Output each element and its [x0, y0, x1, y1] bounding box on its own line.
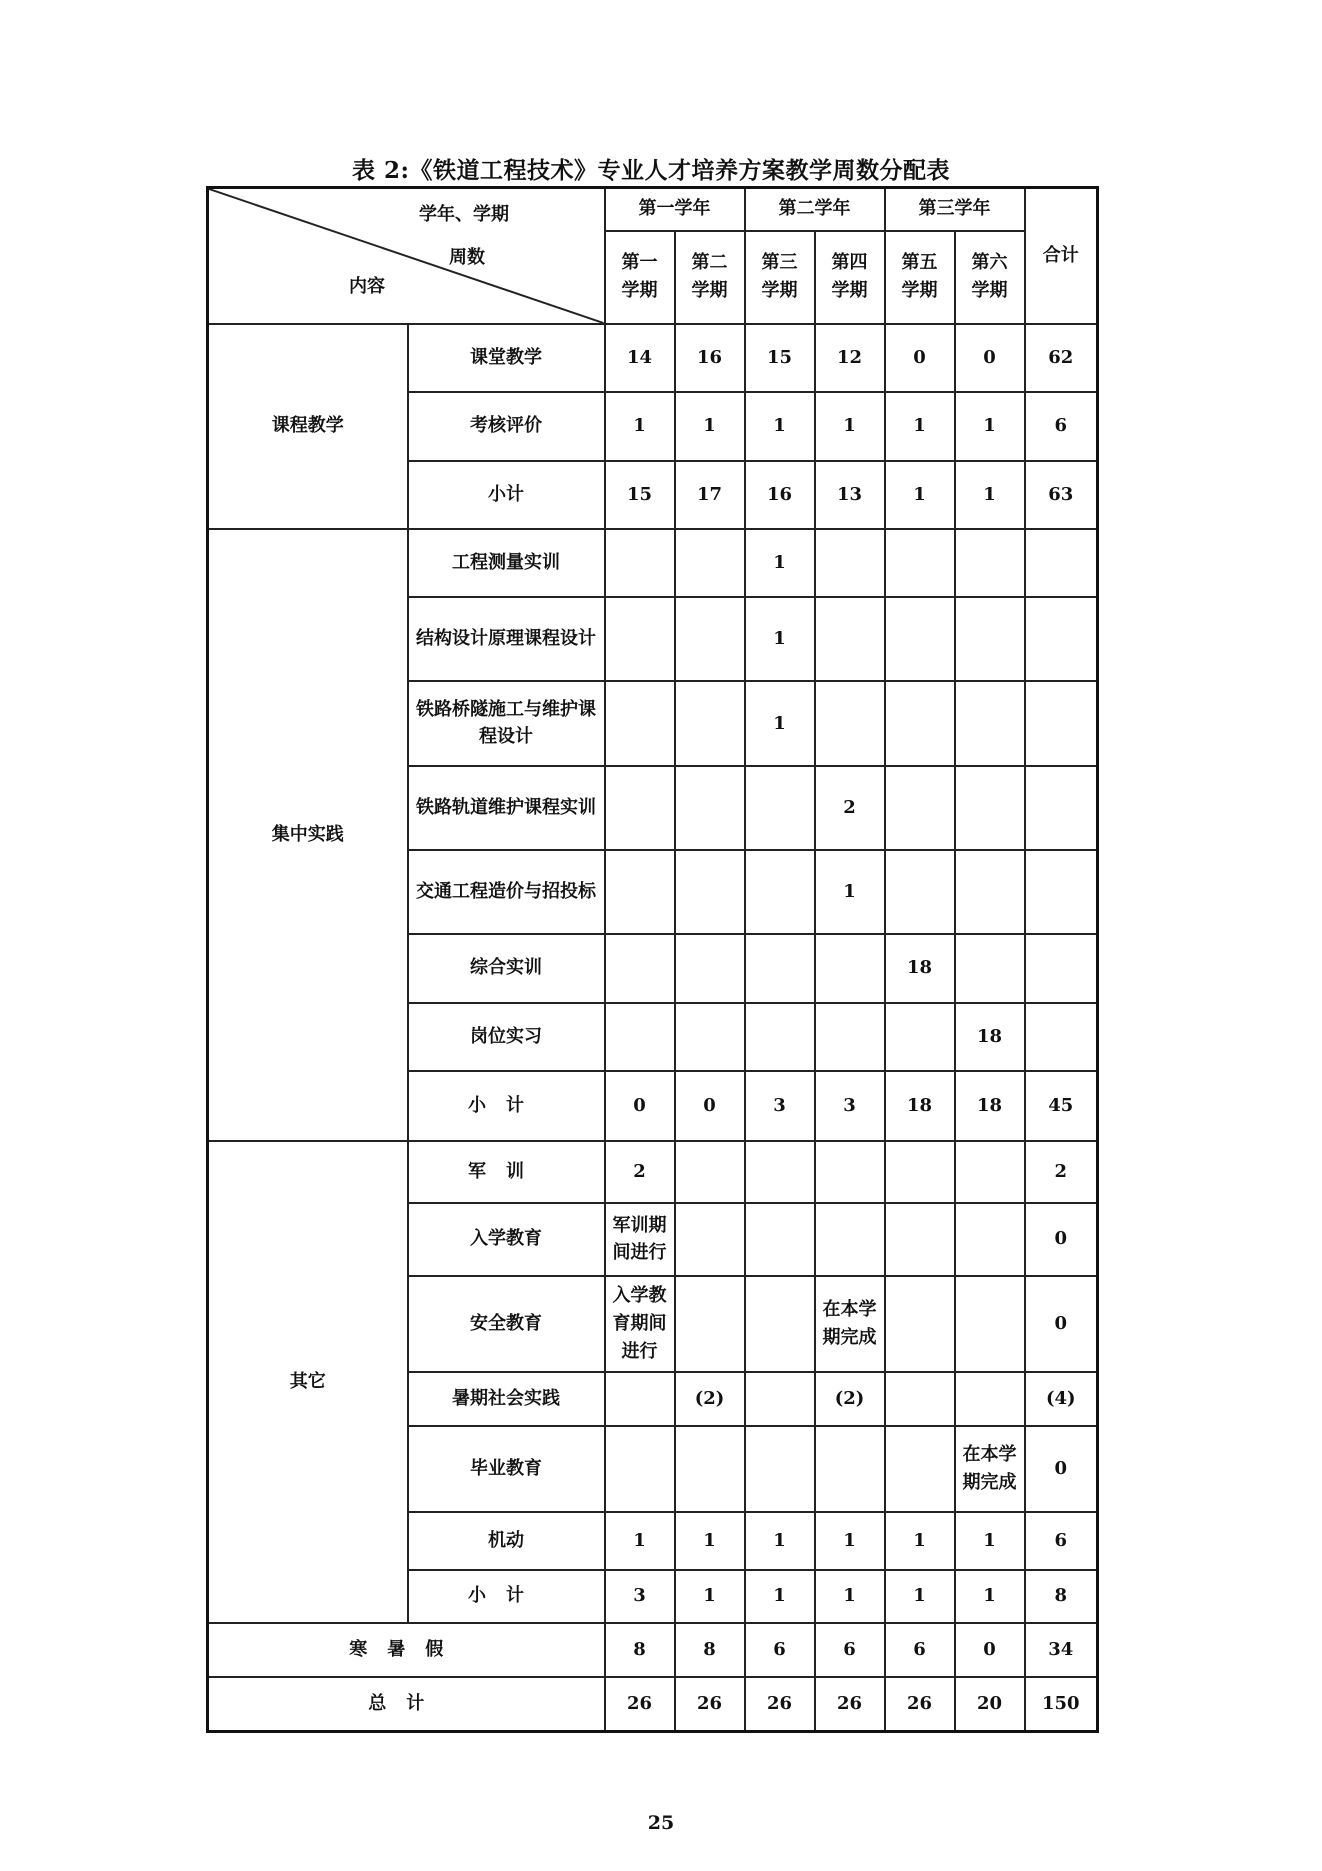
- cell: 13: [815, 461, 885, 529]
- year-header-2: 第二学年: [745, 188, 885, 231]
- cell: [745, 1276, 815, 1372]
- cell: 1: [885, 461, 955, 529]
- cell: [815, 681, 885, 765]
- cell: [675, 934, 745, 1002]
- header-year-semester: 学年、学期: [419, 204, 509, 225]
- cell: 1: [815, 1570, 885, 1623]
- cell: 1: [955, 1512, 1025, 1569]
- cell: (2): [675, 1372, 745, 1426]
- cell: 1: [745, 681, 815, 765]
- year-header-1: 第一学年: [605, 188, 745, 231]
- cell: [955, 1276, 1025, 1372]
- cell: 3: [745, 1071, 815, 1141]
- cell: 16: [745, 461, 815, 529]
- cell: [815, 1003, 885, 1071]
- group-course-teaching: 课程教学: [208, 324, 408, 529]
- semester-header-6: 第六 学期: [955, 231, 1025, 324]
- cell: 1: [745, 597, 815, 681]
- cell: 1: [605, 1512, 675, 1569]
- cell: [675, 1003, 745, 1071]
- cell: 8: [605, 1623, 675, 1677]
- cell: [745, 766, 815, 850]
- row-label: 安全教育: [408, 1276, 605, 1372]
- cell-total: [1025, 681, 1098, 765]
- diagonal-header-cell: [208, 188, 605, 325]
- cell: [745, 1141, 815, 1203]
- semester-header-3: 第三 学期: [745, 231, 815, 324]
- cell: [885, 850, 955, 934]
- cell: [605, 1372, 675, 1426]
- row-label: 课堂教学: [408, 324, 605, 392]
- table-row: [208, 1623, 1098, 1677]
- cell: 1: [955, 1570, 1025, 1623]
- cell-total: 2: [1025, 1141, 1098, 1203]
- cell-total: [1025, 850, 1098, 934]
- cell: [605, 1426, 675, 1512]
- cell: 26: [745, 1677, 815, 1731]
- cell: [955, 1141, 1025, 1203]
- page-number: 25: [647, 1812, 675, 1834]
- row-label: 铁路轨道维护课程实训: [408, 766, 605, 850]
- cell: [955, 529, 1025, 597]
- cell: 0: [605, 1071, 675, 1141]
- cell: 1: [675, 1570, 745, 1623]
- cell: 26: [675, 1677, 745, 1731]
- cell-total: [1025, 529, 1098, 597]
- cell: [675, 529, 745, 597]
- table-row: [208, 529, 1098, 597]
- cell: [745, 934, 815, 1002]
- row-label: 小计: [408, 1071, 605, 1141]
- cell: 18: [885, 934, 955, 1002]
- cell-note: 军训期间进行: [605, 1203, 675, 1275]
- row-label: 考核评价: [408, 392, 605, 460]
- cell: 26: [885, 1677, 955, 1731]
- cell-total: 8: [1025, 1570, 1098, 1623]
- row-label: 入学教育: [408, 1203, 605, 1275]
- cell: [605, 766, 675, 850]
- cell: [885, 597, 955, 681]
- cell: 3: [605, 1570, 675, 1623]
- cell: 20: [955, 1677, 1025, 1731]
- cell: 26: [815, 1677, 885, 1731]
- cell: [955, 597, 1025, 681]
- cell: [885, 1426, 955, 1512]
- cell: [815, 934, 885, 1002]
- cell-total: 0: [1025, 1276, 1098, 1372]
- cell: 1: [745, 1570, 815, 1623]
- semester-header-4: 第四 学期: [815, 231, 885, 324]
- cell: [815, 597, 885, 681]
- cell: 0: [955, 324, 1025, 392]
- table-title: 表 2:《铁道工程技术》专业人才培养方案教学周数分配表: [351, 157, 950, 184]
- cell-total: 62: [1025, 324, 1098, 392]
- cell: [675, 597, 745, 681]
- cell: 2: [605, 1141, 675, 1203]
- cell: [885, 1203, 955, 1275]
- cell: 2: [815, 766, 885, 850]
- cell-total: (4): [1025, 1372, 1098, 1426]
- cell: 16: [675, 324, 745, 392]
- cell: 1: [885, 1512, 955, 1569]
- cell: 1: [815, 850, 885, 934]
- cell-total: 63: [1025, 461, 1098, 529]
- row-label: 综合实训: [408, 934, 605, 1002]
- cell: [885, 1141, 955, 1203]
- cell: 15: [605, 461, 675, 529]
- cell: 1: [745, 1512, 815, 1569]
- cell: 1: [675, 392, 745, 460]
- cell: 1: [675, 1512, 745, 1569]
- row-label: 小计: [408, 461, 605, 529]
- cell: 1: [955, 392, 1025, 460]
- cell: [885, 1372, 955, 1426]
- row-label: 交通工程造价与招投标: [408, 850, 605, 934]
- cell: 12: [815, 324, 885, 392]
- group-concentrated-practice: 集中实践: [208, 529, 408, 1141]
- cell: 6: [815, 1623, 885, 1677]
- cell: [745, 850, 815, 934]
- cell: [605, 850, 675, 934]
- cell: [815, 1203, 885, 1275]
- header-content: 内容: [349, 276, 385, 297]
- cell: [885, 1276, 955, 1372]
- cell: 0: [675, 1071, 745, 1141]
- table-row: [208, 1677, 1098, 1731]
- cell: [745, 1426, 815, 1512]
- cell: 6: [745, 1623, 815, 1677]
- cell: 14: [605, 324, 675, 392]
- cell: [955, 766, 1025, 850]
- cell-total: 34: [1025, 1623, 1098, 1677]
- cell: 1: [605, 392, 675, 460]
- cell: 18: [885, 1071, 955, 1141]
- cell: [955, 934, 1025, 1002]
- diagonal-line: [209, 189, 604, 323]
- cell-total: 6: [1025, 392, 1098, 460]
- cell: [815, 529, 885, 597]
- cell: 0: [885, 324, 955, 392]
- row-label-grand-total: 总计: [208, 1677, 605, 1731]
- row-label: 小计: [408, 1570, 605, 1623]
- row-label: 铁路桥隧施工与维护课程设计: [408, 681, 605, 765]
- header-weeks: 周数: [449, 247, 485, 268]
- cell: [675, 1141, 745, 1203]
- cell-total: 0: [1025, 1203, 1098, 1275]
- row-label-winter-summer-break: 寒暑假: [208, 1623, 605, 1677]
- cell: [955, 1203, 1025, 1275]
- year-header-3: 第三学年: [885, 188, 1025, 231]
- cell: 26: [605, 1677, 675, 1731]
- cell-total: [1025, 597, 1098, 681]
- cell: 17: [675, 461, 745, 529]
- cell: [675, 850, 745, 934]
- total-header: 合计: [1025, 188, 1098, 325]
- row-label: 毕业教育: [408, 1426, 605, 1512]
- row-label: 结构设计原理课程设计: [408, 597, 605, 681]
- cell: [605, 681, 675, 765]
- cell: 1: [815, 392, 885, 460]
- cell-note: 入学教育期间进行: [605, 1276, 675, 1372]
- cell: [675, 766, 745, 850]
- cell: [675, 1426, 745, 1512]
- cell: 1: [745, 392, 815, 460]
- cell: [885, 766, 955, 850]
- cell: [605, 1003, 675, 1071]
- cell: 3: [815, 1071, 885, 1141]
- cell: 8: [675, 1623, 745, 1677]
- cell: 1: [745, 529, 815, 597]
- cell: [745, 1003, 815, 1071]
- cell-total: [1025, 934, 1098, 1002]
- semester-header-2: 第二 学期: [675, 231, 745, 324]
- cell-total: 150: [1025, 1677, 1098, 1731]
- row-label: 工程测量实训: [408, 529, 605, 597]
- cell: [955, 681, 1025, 765]
- row-label: 岗位实习: [408, 1003, 605, 1071]
- cell: [885, 529, 955, 597]
- week-allocation-table: [206, 186, 1096, 1733]
- cell: [605, 597, 675, 681]
- cell: [745, 1203, 815, 1275]
- cell: [605, 529, 675, 597]
- cell: 15: [745, 324, 815, 392]
- cell: [675, 1203, 745, 1275]
- cell: [605, 934, 675, 1002]
- cell: 6: [885, 1623, 955, 1677]
- cell-total: 6: [1025, 1512, 1098, 1569]
- cell-total: [1025, 766, 1098, 850]
- cell: [675, 681, 745, 765]
- cell: [745, 1372, 815, 1426]
- cell-note: 在本学期完成: [815, 1276, 885, 1372]
- cell: 1: [885, 1570, 955, 1623]
- cell: 0: [955, 1623, 1025, 1677]
- allocation-table: [206, 186, 1099, 1733]
- cell: 18: [955, 1003, 1025, 1071]
- cell: 1: [885, 392, 955, 460]
- group-other: 其它: [208, 1141, 408, 1623]
- table-row: [208, 324, 1098, 392]
- cell: [885, 681, 955, 765]
- row-label: 暑期社会实践: [408, 1372, 605, 1426]
- row-label: 机动: [408, 1512, 605, 1569]
- cell-note: 在本学期完成: [955, 1426, 1025, 1512]
- cell: 18: [955, 1071, 1025, 1141]
- cell-total: 45: [1025, 1071, 1098, 1141]
- cell: (2): [815, 1372, 885, 1426]
- semester-header-5: 第五 学期: [885, 231, 955, 324]
- cell: 1: [955, 461, 1025, 529]
- table-row: [208, 1141, 1098, 1203]
- cell: [675, 1276, 745, 1372]
- cell: [955, 1372, 1025, 1426]
- cell: [955, 850, 1025, 934]
- semester-header-1: 第一 学期: [605, 231, 675, 324]
- cell: 1: [815, 1512, 885, 1569]
- row-label: 军训: [408, 1141, 605, 1203]
- cell: [815, 1141, 885, 1203]
- cell: [815, 1426, 885, 1512]
- cell-total: 0: [1025, 1426, 1098, 1512]
- cell: [885, 1003, 955, 1071]
- cell-total: [1025, 1003, 1098, 1071]
